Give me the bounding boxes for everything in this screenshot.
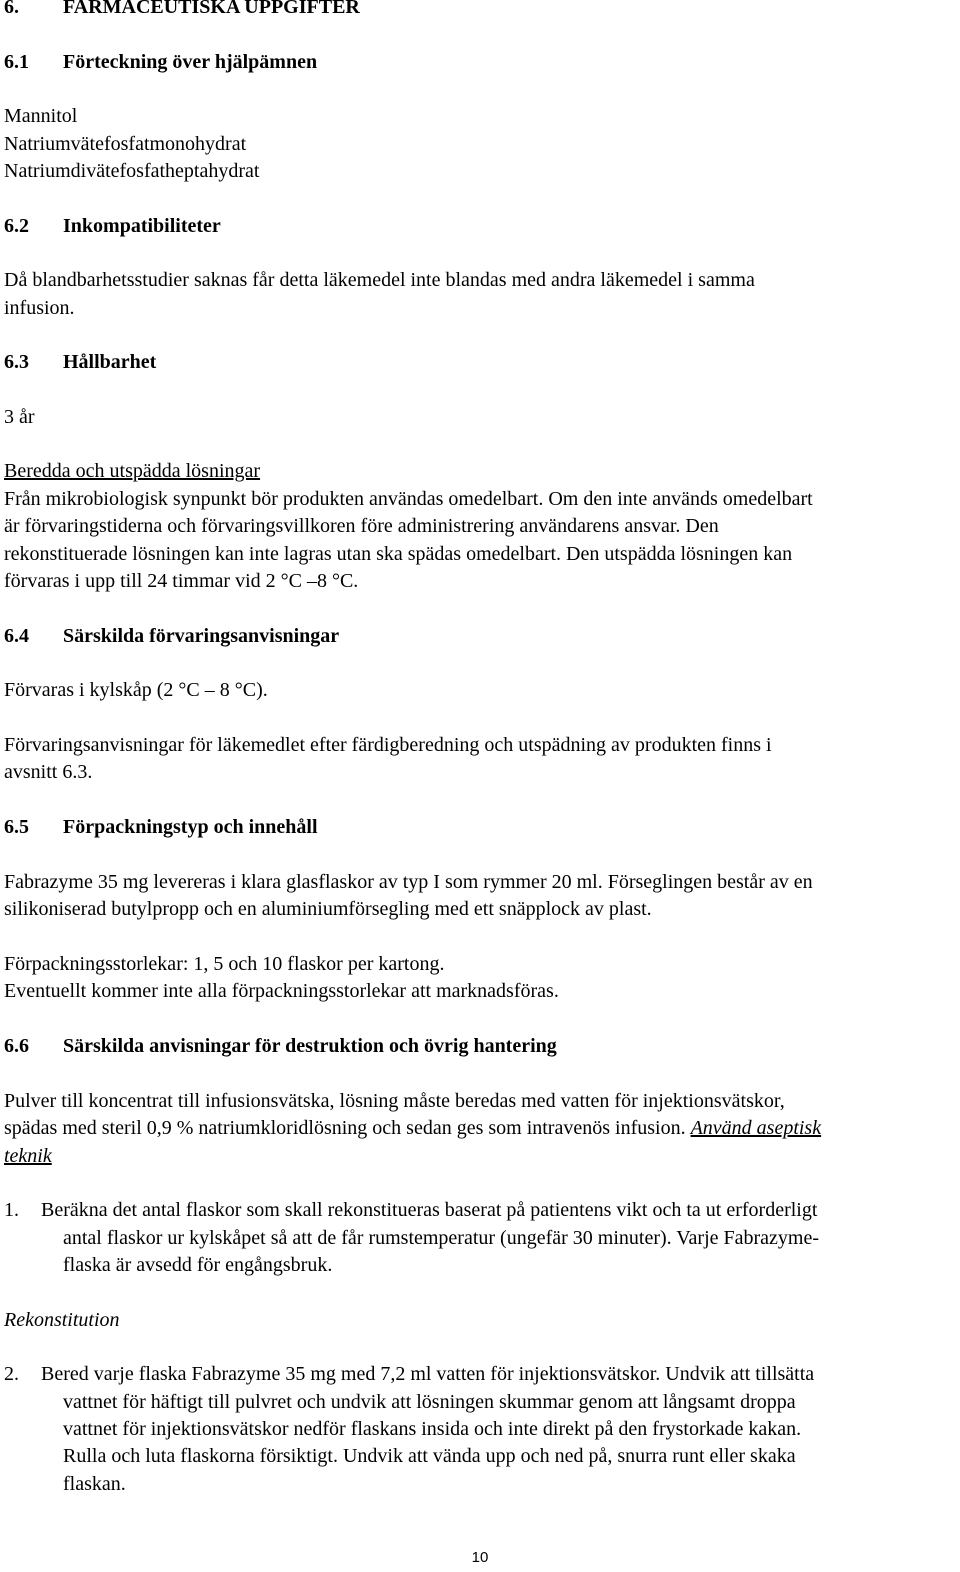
paragraph-line: förvaras i upp till 24 timmar vid 2 °C –8 °C. <box>4 570 359 592</box>
section-6-3-heading: 6.3 Hållbarhet <box>4 351 157 373</box>
step-number: 1. <box>4 1199 19 1221</box>
excipient-item: Mannitol <box>4 105 78 127</box>
step-line: vattnet för injektionsvätskor nedför flaskans insida och inte direkt på den frystorkade kakan. <box>63 1418 802 1440</box>
paragraph-line: är förvaringstiderna och förvaringsvillkoren före administrering användarens ansvar. Den <box>4 515 719 537</box>
step-line: Rulla och luta flaskorna försiktigt. Undvik att vända upp och ned på, snurra runt eller skaka <box>63 1445 796 1467</box>
page-number: 10 <box>471 1549 489 1566</box>
step-line: flaska är avsedd för engångsbruk. <box>63 1254 333 1276</box>
section-6-1-heading: 6.1 Förteckning över hjälpämnen <box>4 51 318 73</box>
section-6-heading: 6. FARMACEUTISKA UPPGIFTER <box>4 0 360 18</box>
section-6-5-heading: 6.5 Förpackningstyp och innehåll <box>4 816 318 838</box>
paragraph-line: avsnitt 6.3. <box>4 761 93 783</box>
paragraph-line: Från mikrobiologisk synpunkt bör produkten användas omedelbart. Om den inte används omedelbart <box>4 488 813 510</box>
paragraph-line: Pulver till koncentrat till infusionsvätska, lösning måste beredas med vatten för injektionsvätskor, <box>4 1090 785 1112</box>
storage-text: Förvaras i kylskåp (2 °C – 8 °C). <box>4 679 268 701</box>
section-6-6-heading: 6.6 Särskilda anvisningar för destruktion och övrig hantering <box>4 1035 557 1057</box>
aseptic-note: teknik <box>4 1145 52 1167</box>
subheading-reconstitution: Rekonstitution <box>4 1309 120 1331</box>
section-6-4-heading: 6.4 Särskilda förvaringsanvisningar <box>4 625 340 647</box>
step-number: 2. <box>4 1363 19 1385</box>
paragraph-line: spädas med steril 0,9 % natriumkloridlösning och sedan ges som intravenös infusion. Använd aseptisk <box>4 1117 822 1139</box>
paragraph-line: rekonstituerade lösningen kan inte lagras utan ska spädas omedelbart. Den utspädda lösningen kan <box>4 543 793 565</box>
paragraph-line: Fabrazyme 35 mg levereras i klara glasflaskor av typ I som rymmer 20 ml. Förseglingen består av en <box>4 871 813 893</box>
paragraph-line: Då blandbarhetsstudier saknas får detta läkemedel inte blandas med andra läkemedel i samma <box>4 269 755 291</box>
step-line: antal flaskor ur kylskåpet så att de får rumstemperatur (ungefär 30 minuter). Varje Fabrazyme- <box>63 1227 820 1249</box>
paragraph-line: Förvaringsanvisningar för läkemedlet efter färdigberedning och utspädning av produkten finns i <box>4 734 772 756</box>
step-line: Bered varje flaska Fabrazyme 35 mg med 7,2 ml vatten för injektionsvätskor. Undvik att tillsätta <box>41 1363 815 1385</box>
pack-sizes: Förpackningsstorlekar: 1, 5 och 10 flaskor per kartong. <box>4 953 445 975</box>
shelf-life: 3 år <box>4 406 35 428</box>
subheading-solutions: Beredda och utspädda lösningar <box>4 460 261 482</box>
paragraph-line: infusion. <box>4 297 75 319</box>
step-line: vattnet för häftigt till pulvret och undvik att lösningen skummar genom att långsamt droppa <box>63 1391 796 1413</box>
aseptic-note: Använd aseptisk <box>690 1117 822 1139</box>
excipient-item: Natriumdivätefosfatheptahydrat <box>4 160 260 182</box>
pack-sizes-note: Eventuellt kommer inte alla förpackningsstorlekar att marknadsföras. <box>4 980 559 1002</box>
section-6-2-heading: 6.2 Inkompatibiliteter <box>4 215 221 237</box>
step-line: flaskan. <box>63 1473 126 1495</box>
paragraph-line: silikoniserad butylpropp och en aluminiumförsegling med ett snäpplock av plast. <box>4 898 652 920</box>
step-line: Beräkna det antal flaskor som skall rekonstitueras baserat på patientens vikt och ta ut erforderligt <box>41 1199 818 1221</box>
excipient-item: Natriumvätefosfatmonohydrat <box>4 133 247 155</box>
